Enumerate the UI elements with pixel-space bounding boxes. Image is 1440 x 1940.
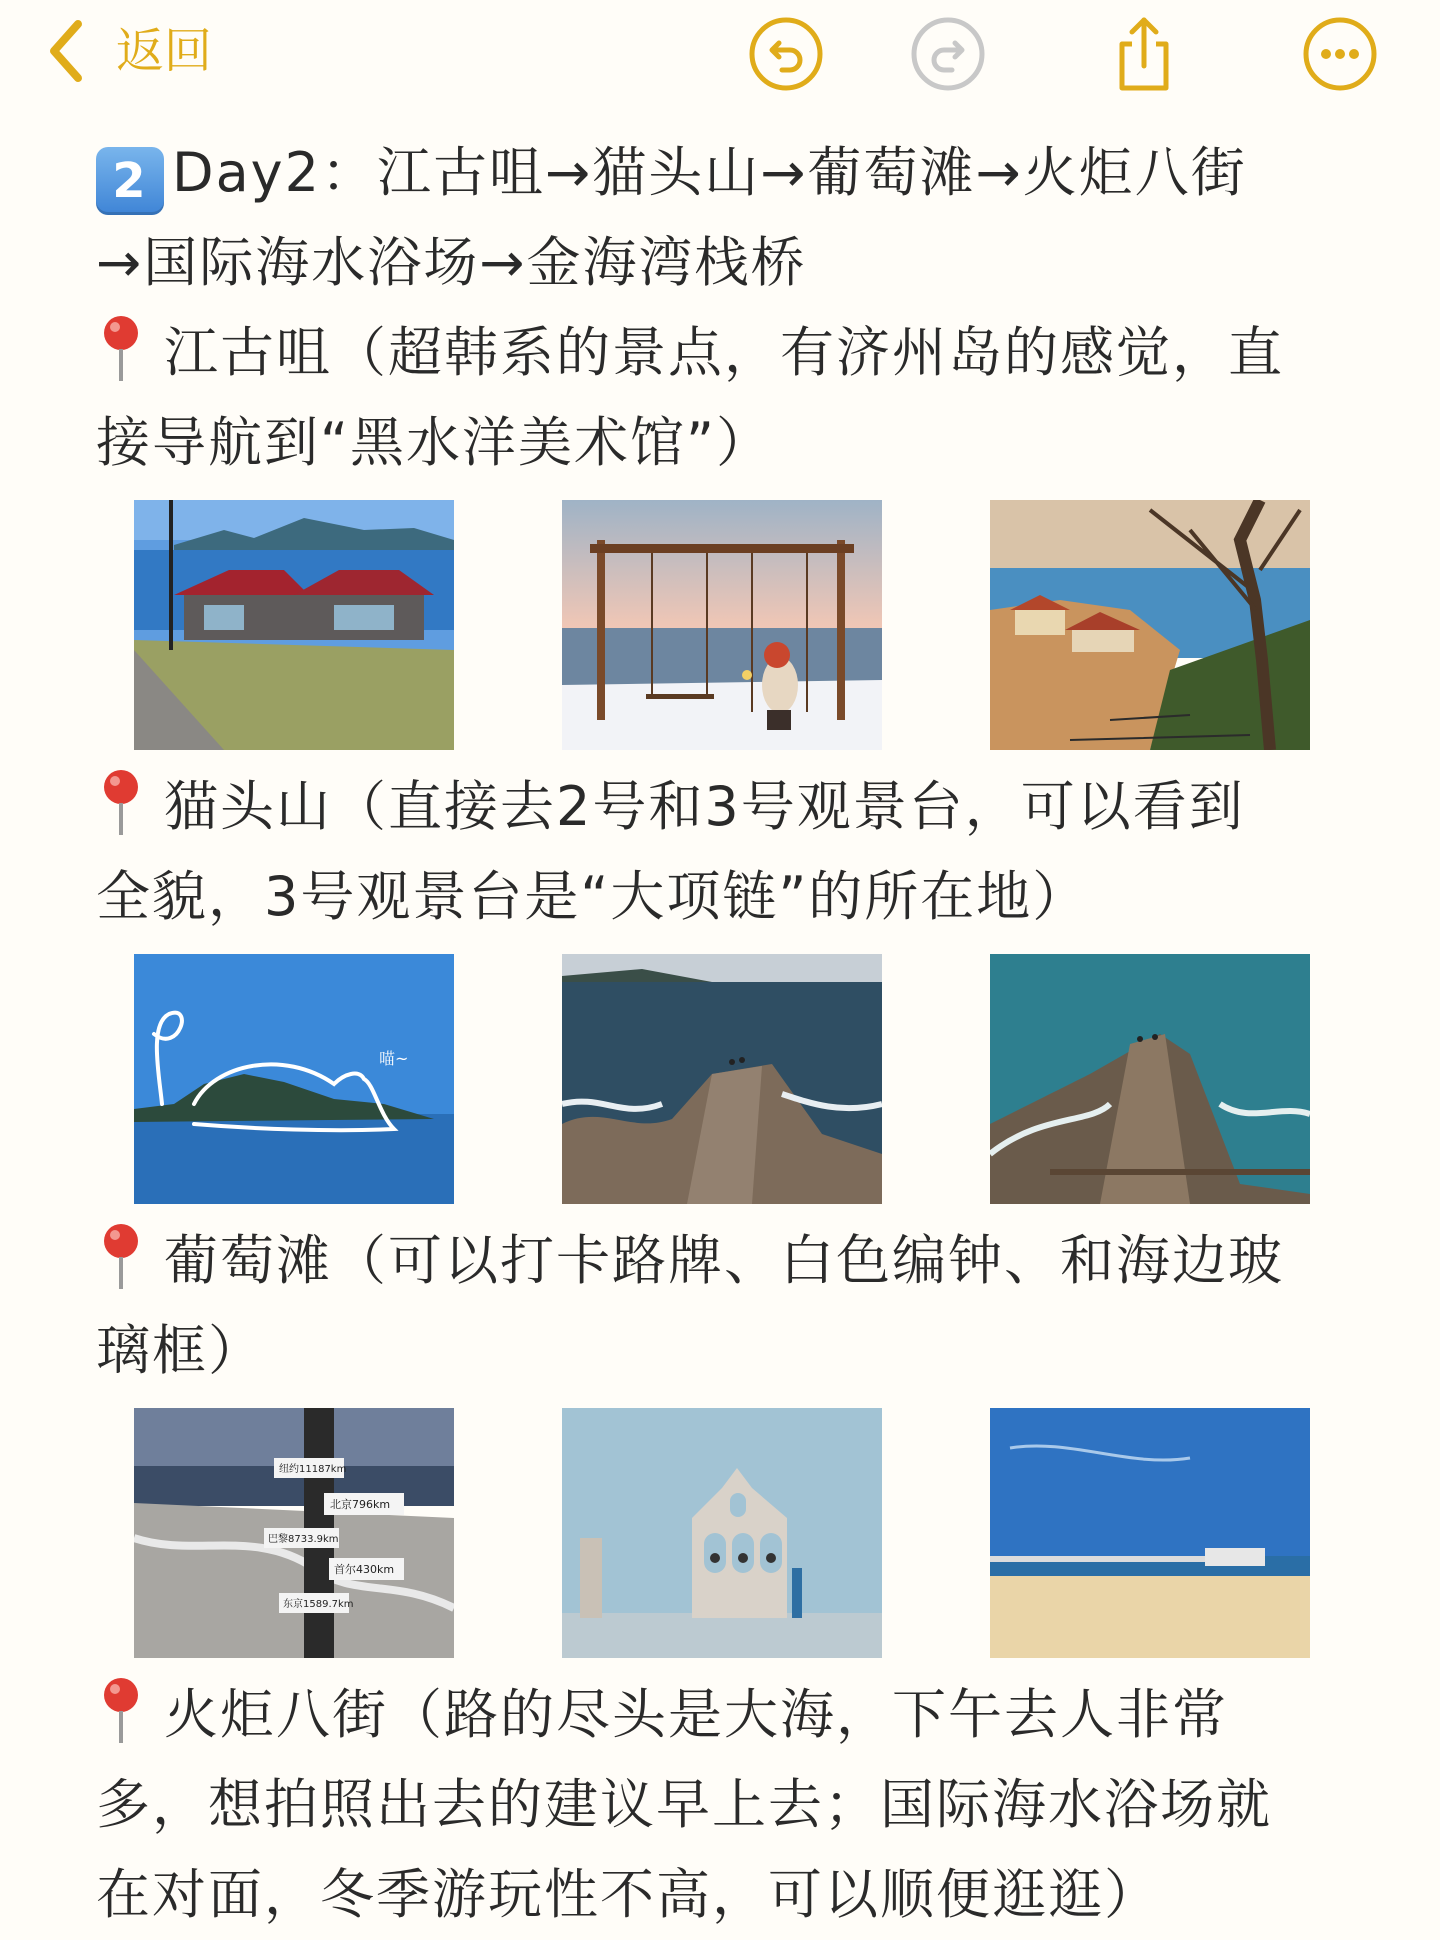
photo-gallery	[134, 500, 1310, 750]
photo-cat-shaped-island-doodle[interactable]	[134, 954, 454, 1204]
day-title	[96, 128, 1376, 218]
spot-title	[96, 1670, 1376, 1760]
share-button[interactable]	[1104, 14, 1184, 94]
round-pushpin-icon	[96, 767, 146, 837]
photo-necklace-pier-viewpoint[interactable]	[990, 954, 1310, 1204]
redo-button[interactable]	[908, 14, 988, 94]
spot-text-continued: 全貌，3号观景台是“大项链”的所在地）	[96, 865, 1089, 928]
chevron-left-icon	[44, 18, 88, 84]
share-icon	[1104, 14, 1184, 94]
photo-gallery	[134, 1408, 1310, 1658]
round-pushpin-icon	[96, 313, 146, 383]
spot-text: 葡萄滩（可以打卡路牌、白色编钟、和海边玻	[164, 1229, 1284, 1292]
keycap-2-icon: 2	[96, 147, 164, 215]
redo-icon	[908, 14, 988, 94]
photo-white-bell-arch[interactable]	[562, 1408, 882, 1658]
spot-text-continued: 在对面，冬季游玩性不高，可以顺便逛逛）	[96, 1863, 1160, 1926]
spot-title	[96, 1216, 1376, 1306]
photo-coastal-red-roof-house[interactable]	[134, 500, 454, 750]
spot-text: 火炬八街（路的尽头是大海，下午去人非常	[164, 1683, 1228, 1746]
photo-sandy-beach-pier[interactable]	[990, 1408, 1310, 1658]
sign-newyork: 纽约11187km	[279, 1464, 347, 1475]
note-body[interactable]	[96, 128, 1376, 1940]
round-pushpin-icon	[96, 1221, 146, 1291]
photo-clifftop-cafe-with-tree[interactable]	[990, 500, 1310, 750]
top-toolbar	[0, 0, 1440, 112]
sign-paris: 巴黎8733.9km	[268, 1534, 339, 1545]
spot-text: 江古咀（超韩系的景点，有济州岛的感觉，直	[164, 321, 1284, 384]
more-icon	[1300, 14, 1380, 94]
undo-icon	[746, 14, 826, 94]
sign-seoul: 首尔430km	[334, 1563, 395, 1576]
spot-text: 猫头山（直接去2号和3号观景台，可以看到	[164, 775, 1245, 838]
back-button[interactable]	[44, 14, 212, 88]
undo-button[interactable]	[746, 14, 826, 94]
sign-tokyo: 东京1589.7km	[283, 1599, 354, 1610]
photo-rocky-viewing-platform[interactable]	[562, 954, 882, 1204]
spot-title	[96, 762, 1376, 852]
day-title-text: Day2：江古咀→猫头山→葡萄滩→火炬八街	[172, 141, 1247, 204]
round-pushpin-icon	[96, 1675, 146, 1745]
back-label: 返回	[116, 23, 213, 79]
sign-beijing: 北京796km	[330, 1498, 391, 1511]
more-button[interactable]	[1300, 14, 1380, 94]
spot-title	[96, 308, 1376, 398]
spot-text-continued: 多，想拍照出去的建议早上去；国际海水浴场就	[96, 1773, 1272, 1836]
photo-snow-swing-by-sea[interactable]	[562, 500, 882, 750]
spot-text-continued: 接导航到“黑水洋美术馆”）	[96, 411, 772, 474]
photo-direction-signpost[interactable]	[134, 1408, 454, 1658]
spot-text-continued: 璃框）	[96, 1319, 264, 1382]
photo-gallery	[134, 954, 1310, 1204]
day-route-continued: →国际海水浴场→金海湾栈桥	[96, 231, 807, 294]
doodle-caption: 喵~	[379, 1049, 409, 1068]
